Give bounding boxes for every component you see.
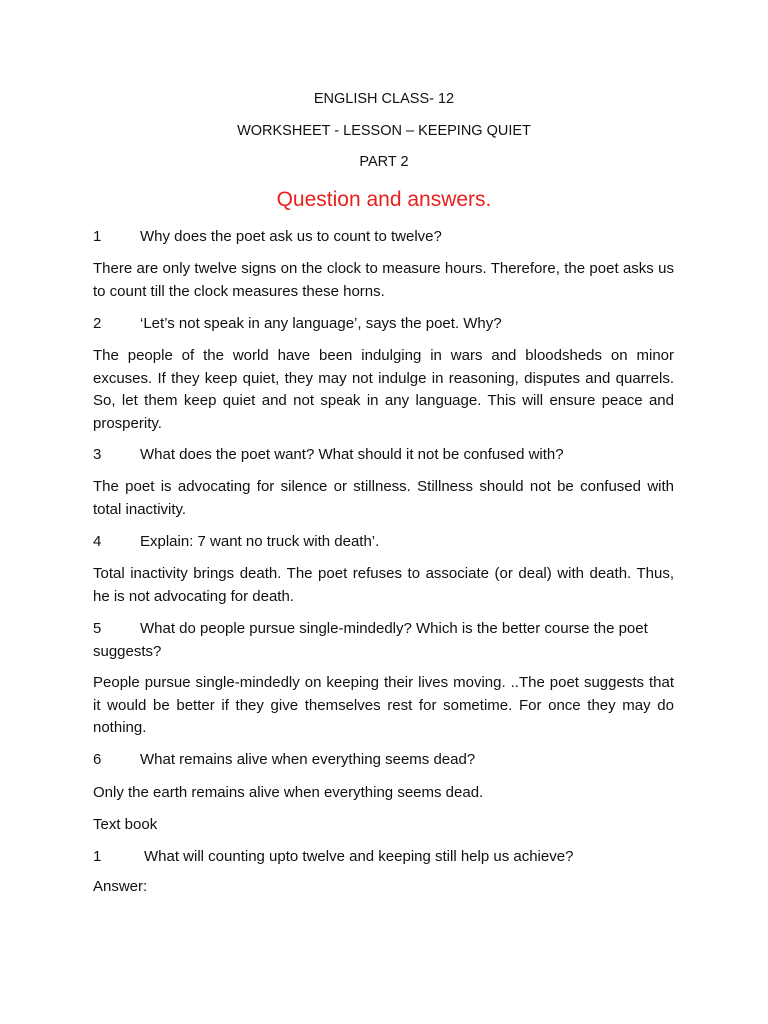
worksheet-title: WORKSHEET - LESSON – KEEPING QUIET — [237, 123, 531, 139]
question-text: What remains alive when everything seems dead? — [140, 751, 476, 768]
section-heading: Question and answers. — [276, 188, 492, 211]
question-text: Explain: 7 want no truck with death’. — [140, 533, 380, 550]
answer-label: Answer: — [93, 878, 148, 895]
part-label: PART 2 — [359, 154, 409, 170]
question-text: What does the poet want? What should it not be confused with? — [140, 446, 564, 463]
question-number: 2 — [93, 315, 102, 332]
question-text: ‘Let’s not speak in any language’, says the poet. Why? — [140, 315, 502, 332]
question-5 — [93, 618, 674, 663]
answer-1: There are only twelve signs on the clock to measure hours. Therefore, the poet asks us to count till the clock measures these horns. — [93, 260, 674, 300]
answer-5: People pursue single-mindedly on keeping their lives moving. ..The poet suggests that it would be better if they give themselves rest for sometime. For once they may do nothing. — [93, 674, 674, 736]
question-number: 3 — [93, 446, 102, 463]
question-number: 4 — [93, 533, 102, 550]
textbook-label: Text book — [93, 816, 158, 833]
question-text: What do people pursue single-mindedly? Which is the better course the poet suggests? — [93, 620, 648, 660]
question-text: What will counting upto twelve and keeping still help us achieve? — [144, 848, 574, 865]
question-6 — [93, 749, 678, 771]
answer-3: The poet is advocating for silence or stillness. Stillness should not be confused with total inactivity. — [93, 478, 674, 518]
question-number: 5 — [93, 620, 102, 637]
question-1 — [93, 226, 678, 248]
answer-6: Only the earth remains alive when everything seems dead. — [93, 784, 484, 801]
question-3 — [93, 444, 678, 466]
question-number: 1 — [93, 228, 102, 245]
question-text: Why does the poet ask us to count to twelve? — [140, 228, 442, 245]
question-2 — [93, 313, 678, 335]
textbook-question-1 — [93, 846, 678, 868]
question-number: 6 — [93, 751, 102, 768]
question-4 — [93, 531, 678, 553]
answer-2: The people of the world have been indulging in wars and bloodsheds on minor excuses. If they keep quiet, they may not indulge in reasoning, disputes and quarrels. So, let them keep quiet and not speak in any language. This will ensure peace and prosperity. — [93, 347, 674, 432]
answer-4: Total inactivity brings death. The poet refuses to associate (or deal) with death. Thus, he is not advocating for death. — [93, 565, 674, 605]
class-title: ENGLISH CLASS- 12 — [313, 91, 455, 107]
question-number: 1 — [93, 848, 102, 865]
